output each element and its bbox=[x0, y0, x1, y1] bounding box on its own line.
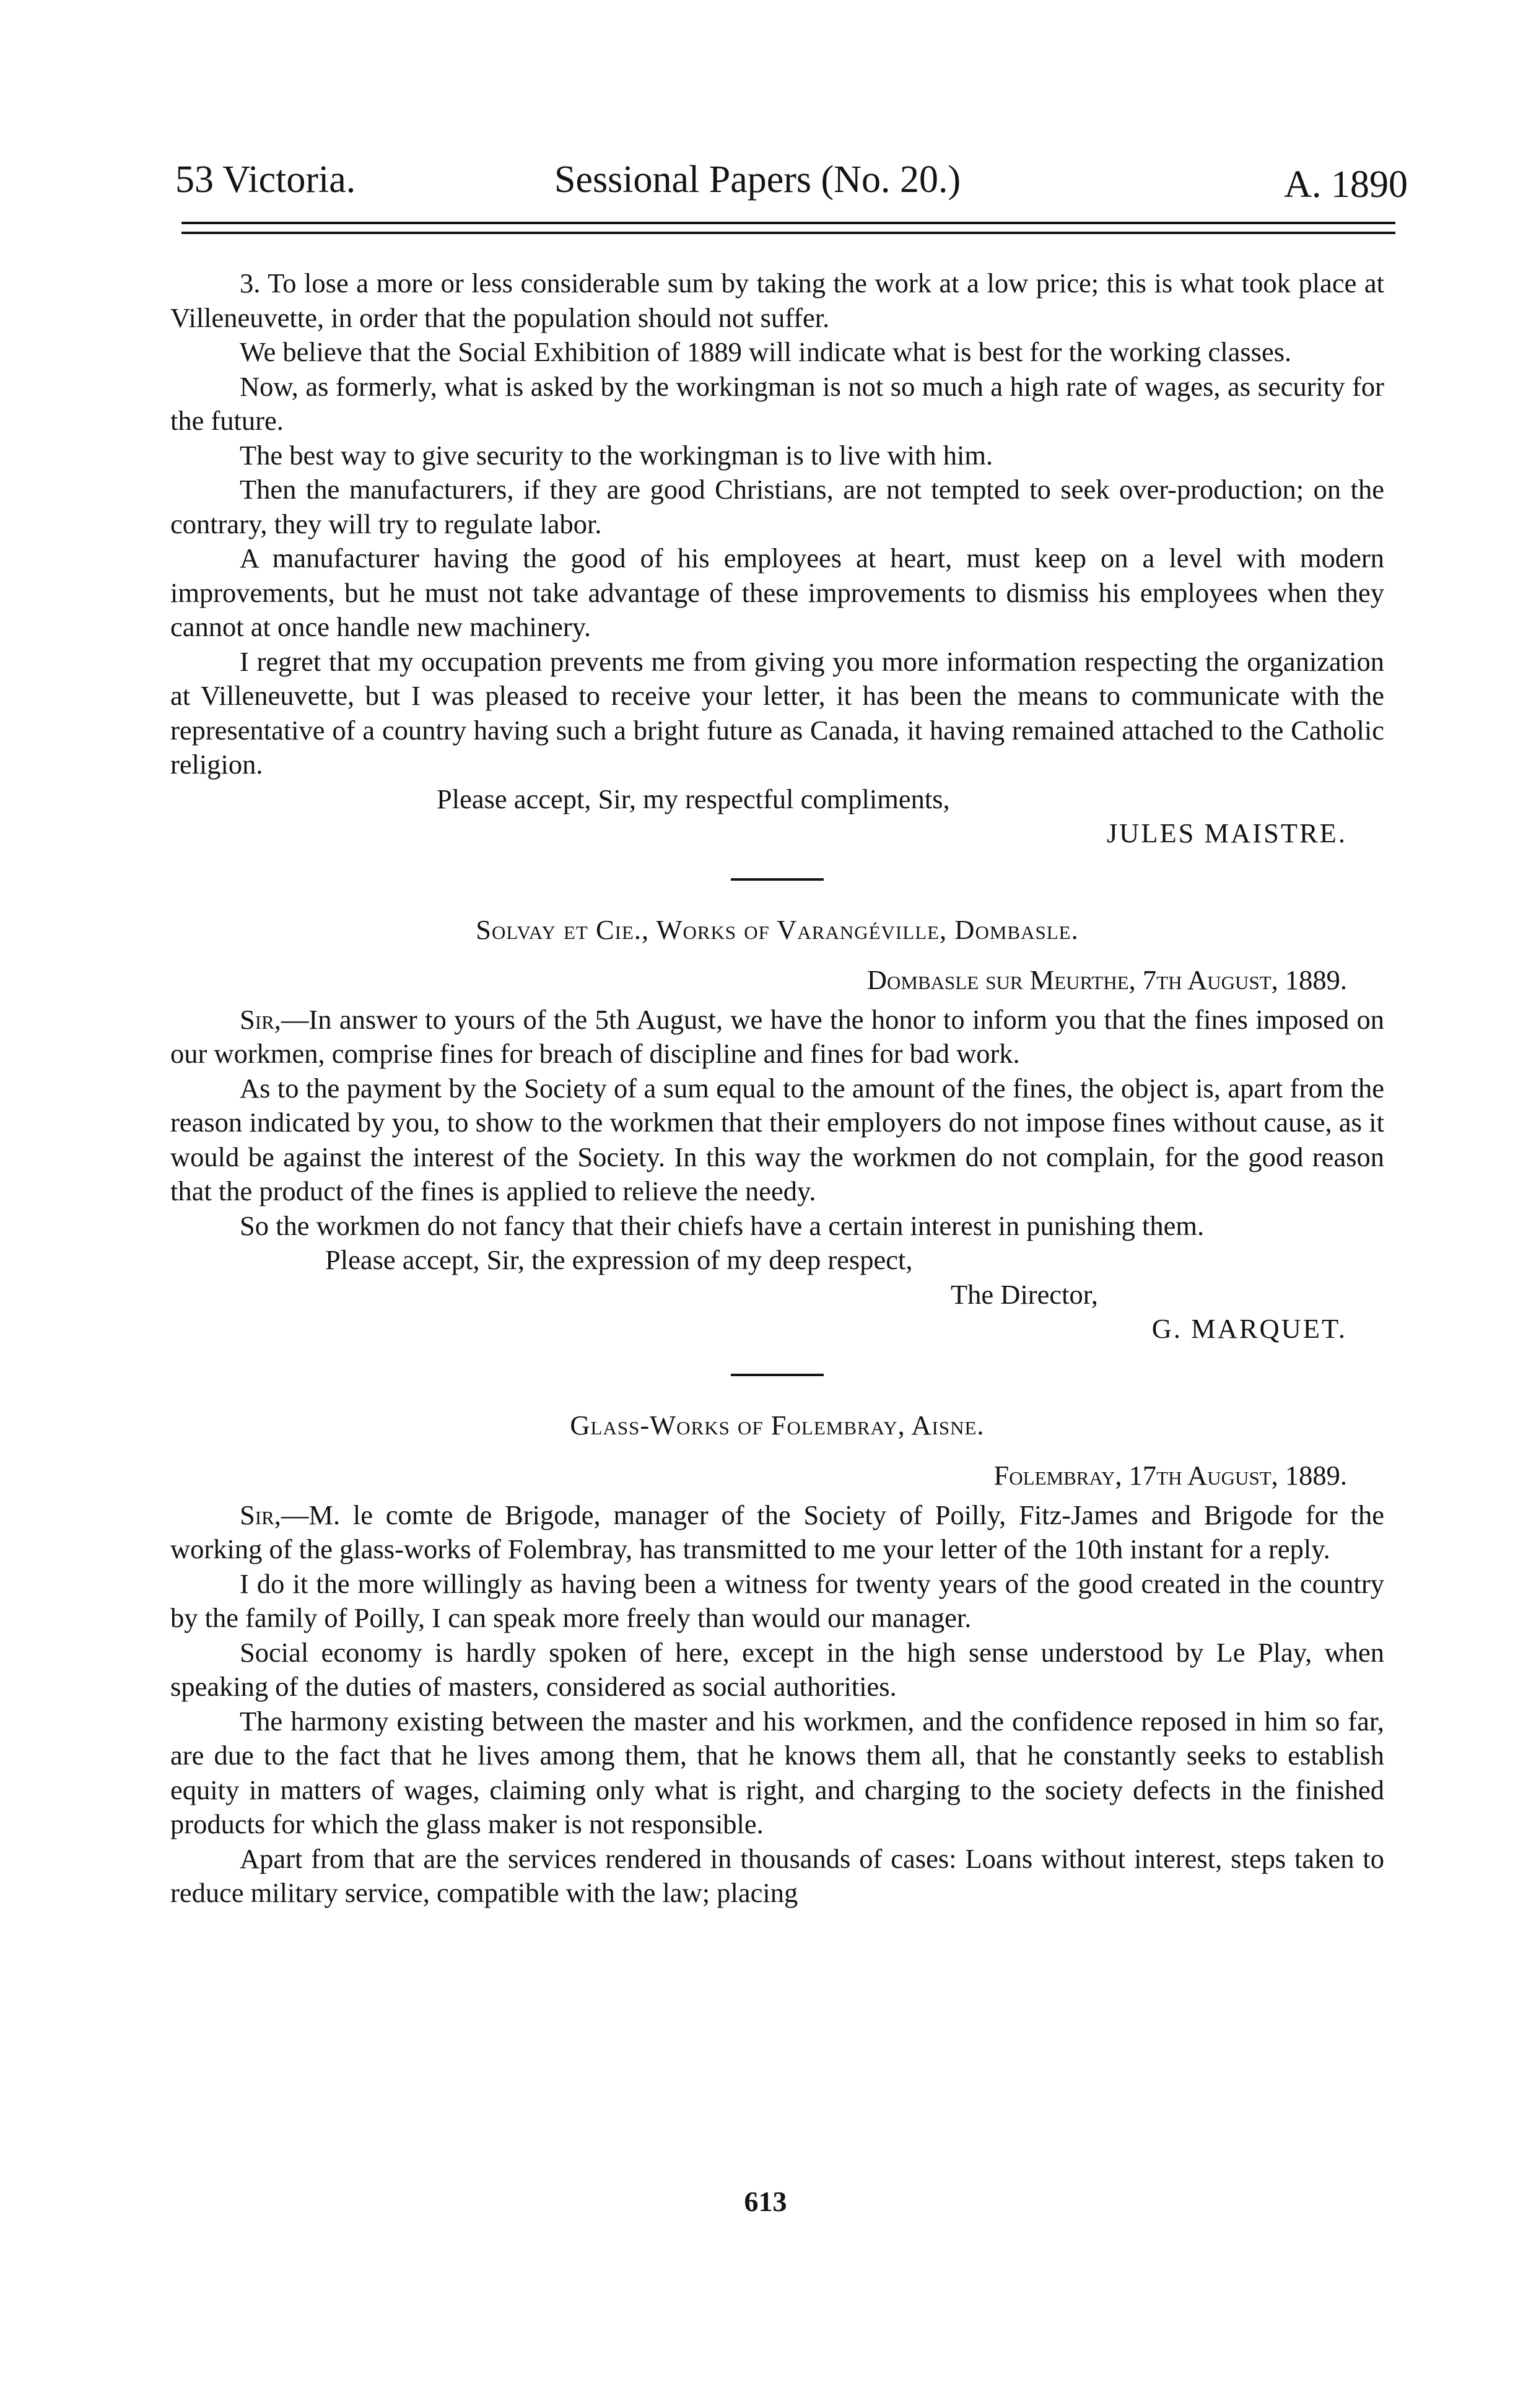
section-separator bbox=[731, 878, 824, 881]
paragraph: Now, as formerly, what is asked by the workingman is not so much a high rate of wages, as security for the future. bbox=[170, 370, 1384, 436]
paragraph: We believe that the Social Exhibition of 1889 will indicate what is best for the working classes. bbox=[240, 336, 1292, 367]
dateline-date: 17th August, 1889. bbox=[1122, 1460, 1347, 1491]
dateline bbox=[170, 963, 1384, 998]
salutation: Sir, bbox=[240, 1499, 281, 1530]
paragraph: A manufacturer having the good of his employees at heart, must keep on a level with modern improvements, but he must not take advantage of these improvements to dismiss his employees when they cannot at once handle new machinery. bbox=[170, 543, 1384, 642]
section-heading: Solvay et Cie., Works of Varangéville, Dombasle. bbox=[476, 914, 1079, 945]
paragraph: The harmony existing between the master and his workmen, and the confidence reposed in him so far, are due to the fact that he lives among them, that he knows them all, that he constantly seeks to establish equity in matters of wages, claiming only what is right, and charging to the society defects in the finished products for which the glass maker is not responsible. bbox=[170, 1705, 1384, 1839]
paragraph: Apart from that are the services rendered in thousands of cases: Loans without interest, steps taken to reduce military service, compatible with the law; placing bbox=[170, 1843, 1384, 1908]
dateline bbox=[170, 1459, 1384, 1493]
section-separator bbox=[731, 1374, 824, 1376]
paragraph bbox=[170, 1498, 1384, 1567]
paragraph: As to the payment by the Society of a sum equal to the amount of the fines, the object is, apart from the reason indicated by you, to show to the workmen that their employers do not impose fines without cause, as it would be against the interest of the Society. In this way the workmen do not complain, for the good reason that the product of the fines is applied to relieve the needy. bbox=[170, 1072, 1384, 1206]
salutation: Sir, bbox=[240, 1003, 281, 1035]
paragraph-text: —In answer to yours of the 5th August, we have the honor to inform you that the fines imposed on our workmen, comprise fines for breach of discipline and fines for bad work. bbox=[170, 1003, 1384, 1069]
header-title: Sessional Papers (No. 20.) bbox=[554, 159, 961, 201]
page-body bbox=[170, 266, 1384, 1911]
page-number: 613 bbox=[744, 2186, 787, 2217]
dateline-place: Dombasle sur Meurthe, bbox=[866, 964, 1136, 995]
paragraph: Social economy is hardly spoken of here, except in the high sense understood by Le Play, when speaking of the duties of masters, considered as social authorities. bbox=[170, 1636, 1384, 1702]
header-double-rule bbox=[181, 222, 1395, 234]
signature: G. MARQUET. bbox=[1151, 1313, 1347, 1344]
paragraph: 3. To lose a more or less considerable sum by taking the work at a low price; this is what took place at Villeneuvette, in order that the population should not suffer. bbox=[170, 268, 1384, 333]
header-volume: 53 Victoria. bbox=[175, 159, 356, 201]
director-title: The Director, bbox=[951, 1278, 1098, 1310]
paragraph: The best way to give security to the workingman is to live with him. bbox=[240, 439, 993, 471]
paragraph: I regret that my occupation prevents me from giving you more information respecting the organization at Villeneuvette, but I was pleased to receive your letter, it has been the means to communicate with the representative of a country having such a bright future as Canada, it having remained attached to the Catholic religion. bbox=[170, 645, 1384, 780]
paragraph: So the workmen do not fancy that their chiefs have a certain interest in punishing them. bbox=[240, 1210, 1205, 1241]
paragraph bbox=[170, 1003, 1384, 1071]
letter-closing: Please accept, Sir, my respectful compliments, bbox=[437, 783, 950, 814]
dateline-date: 7th August, 1889. bbox=[1135, 964, 1347, 995]
section-heading: Glass-Works of Folembray, Aisne. bbox=[570, 1409, 985, 1441]
letter-closing: Please accept, Sir, the expression of my deep respect, bbox=[325, 1244, 913, 1275]
paragraph: Then the manufacturers, if they are good Christians, are not tempted to seek over-production; on the contrary, they will try to regulate labor. bbox=[170, 474, 1384, 539]
paragraph-text: —M. le comte de Brigode, manager of the Society of Poilly, Fitz-James and Brigode for the working of the glass-works of Folembray, has transmitted to me your letter of the 10th instant for a reply. bbox=[170, 1499, 1384, 1564]
header-year: A. 1890 bbox=[1284, 164, 1408, 206]
paragraph: I do it the more willingly as having been a witness for twenty years of the good created in the country by the family of Poilly, I can speak more freely than would our manager. bbox=[170, 1568, 1384, 1633]
dateline-place: Folembray, bbox=[993, 1460, 1122, 1491]
signature: JULES MAISTRE. bbox=[1106, 818, 1347, 848]
page-header bbox=[175, 158, 1408, 207]
